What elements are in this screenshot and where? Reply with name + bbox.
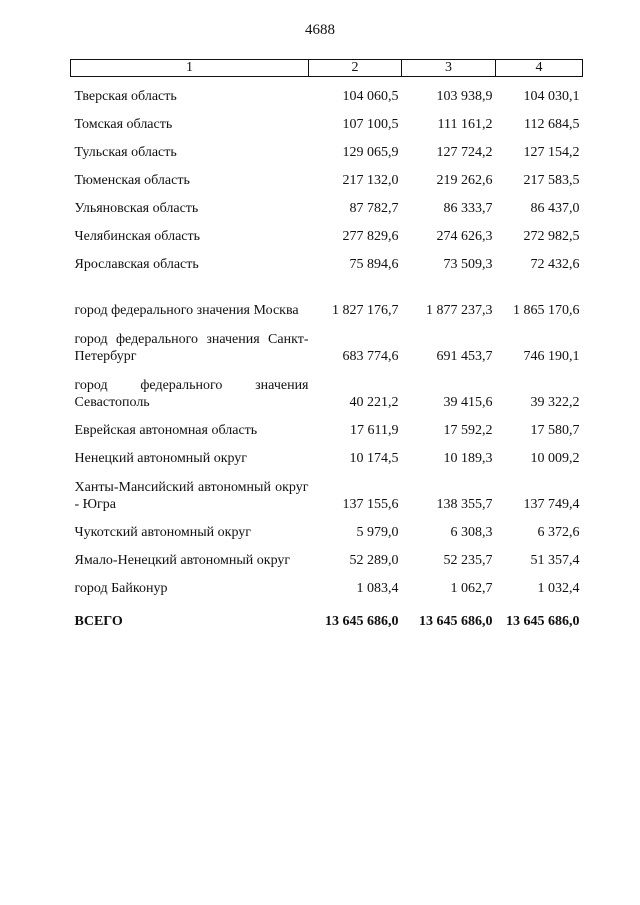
row-value-col2: 75 894,6 [349, 257, 399, 272]
row-value-col3: 52 235,7 [443, 553, 493, 568]
table-header-row [71, 60, 583, 77]
row-value-col4: 72 432,6 [530, 257, 580, 272]
row-value-col2: 104 060,5 [342, 89, 399, 104]
row-name: Тульская область [74, 145, 177, 160]
total-value-col3: 13 645 686,0 [419, 614, 493, 629]
row-value-col3: 274 626,3 [436, 229, 493, 244]
table-row [71, 541, 583, 569]
row-value-col2: 40 221,2 [349, 395, 399, 410]
row-value-col3: 39 415,6 [443, 395, 493, 410]
column-header-4: 4 [496, 60, 583, 77]
column-header-1: 1 [71, 60, 309, 77]
row-value-col4: 104 030,1 [523, 89, 580, 104]
row-value-col3: 127 724,2 [436, 145, 493, 160]
row-value-col3: 219 262,6 [436, 173, 493, 188]
row-value-col4: 112 684,5 [524, 117, 580, 132]
table-row [71, 245, 583, 273]
row-name: город федерального значения Санкт-Петербург [74, 332, 309, 364]
table-row [71, 467, 583, 513]
row-name: город федерального значения Севастополь [74, 378, 309, 410]
row-value-col3: 111 161,2 [437, 117, 493, 132]
row-value-col2: 107 100,5 [342, 117, 399, 132]
table-row [71, 161, 583, 189]
row-value-col4: 217 583,5 [523, 173, 580, 188]
row-value-col4: 6 372,6 [537, 525, 580, 540]
table-row [71, 439, 583, 467]
page-number: 4688 [305, 22, 335, 38]
table-row [71, 133, 583, 161]
row-value-col2: 5 979,0 [356, 525, 399, 540]
row-value-col2: 277 829,6 [342, 229, 399, 244]
row-name: город федерального значения Москва [74, 303, 299, 318]
table-row [71, 273, 583, 319]
row-name: Тверская область [74, 89, 177, 104]
row-name: Чукотский автономный округ [74, 525, 252, 540]
row-value-col2: 1 827 176,7 [332, 303, 399, 318]
row-value-col4: 39 322,2 [530, 395, 580, 410]
total-label: ВСЕГО [74, 614, 123, 629]
row-value-col3: 1 062,7 [450, 581, 493, 596]
row-name: Тюменская область [74, 173, 190, 188]
row-value-col3: 138 355,7 [436, 497, 493, 512]
column-header-3: 3 [402, 60, 496, 77]
row-name: Ненецкий автономный округ [74, 451, 248, 466]
row-value-col4: 137 749,4 [523, 497, 580, 512]
row-value-col3: 691 453,7 [436, 349, 493, 364]
row-value-col2: 17 611,9 [350, 423, 399, 438]
data-table [70, 59, 583, 630]
table-row [71, 189, 583, 217]
row-value-col4: 51 357,4 [530, 553, 580, 568]
row-value-col3: 73 509,3 [443, 257, 493, 272]
table-row [71, 411, 583, 439]
row-value-col3: 86 333,7 [443, 201, 493, 216]
table-row [71, 77, 583, 106]
row-value-col4: 17 580,7 [530, 423, 580, 438]
row-value-col4: 746 190,1 [523, 349, 580, 364]
row-value-col2: 683 774,6 [342, 349, 399, 364]
row-value-col2: 137 155,6 [342, 497, 399, 512]
table-row [71, 365, 583, 411]
column-header-2: 2 [309, 60, 402, 77]
row-name: Еврейская автономная область [74, 423, 258, 438]
row-value-col2: 129 065,9 [342, 145, 399, 160]
table-row [71, 513, 583, 541]
row-value-col4: 86 437,0 [530, 201, 580, 216]
row-name: Томская область [74, 117, 173, 132]
row-value-col2: 1 083,4 [356, 581, 399, 596]
row-value-col3: 17 592,2 [443, 423, 493, 438]
table-row [71, 319, 583, 365]
row-name: Ульяновская область [74, 201, 199, 216]
row-value-col4: 1 865 170,6 [513, 303, 580, 318]
row-value-col2: 87 782,7 [349, 201, 399, 216]
table-row [71, 217, 583, 245]
row-value-col4: 10 009,2 [530, 451, 580, 466]
row-name: Ямало-Ненецкий автономный округ [74, 553, 291, 568]
row-value-col3: 6 308,3 [450, 525, 493, 540]
total-value-col4: 13 645 686,0 [506, 614, 580, 629]
row-value-col2: 52 289,0 [349, 553, 399, 568]
row-value-col4: 127 154,2 [523, 145, 580, 160]
table-row [71, 105, 583, 133]
row-name: Ханты-Мансийский автономный округ - Югра [74, 480, 309, 512]
row-name: Ярославская область [74, 257, 199, 272]
row-name: Челябинская область [74, 229, 200, 244]
table-spacer [71, 597, 583, 605]
total-value-col2: 13 645 686,0 [325, 614, 399, 629]
row-value-col4: 272 982,5 [523, 229, 580, 244]
row-value-col3: 10 189,3 [443, 451, 493, 466]
row-name: город Байконур [74, 581, 168, 596]
row-value-col3: 1 877 237,3 [426, 303, 493, 318]
row-value-col3: 103 938,9 [436, 89, 493, 104]
row-value-col2: 10 174,5 [349, 451, 399, 466]
table-total-row [71, 605, 583, 630]
table-row [71, 569, 583, 597]
row-value-col2: 217 132,0 [342, 173, 399, 188]
row-value-col4: 1 032,4 [537, 581, 580, 596]
